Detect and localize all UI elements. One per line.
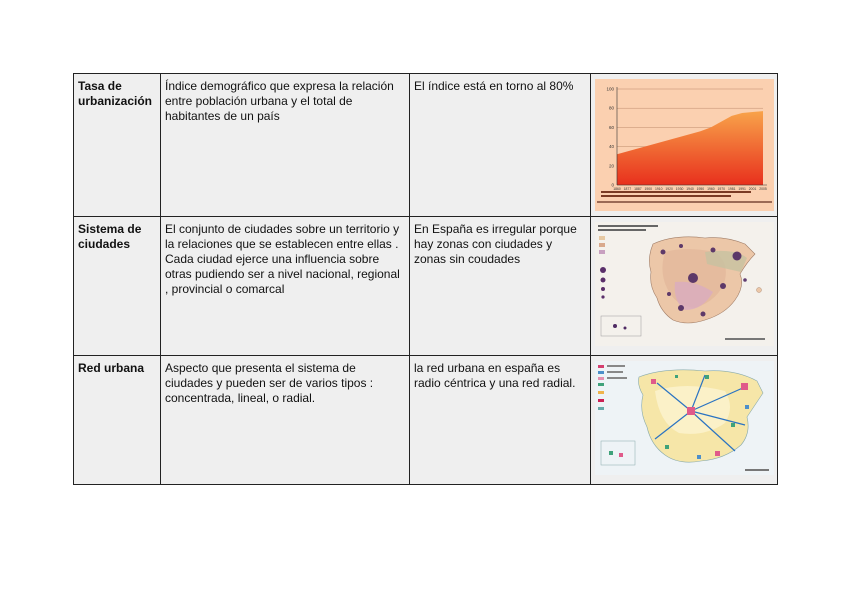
concepts-table — [73, 73, 778, 485]
y-tick-label: 20 — [608, 163, 614, 169]
x-tick-label: 1930 — [675, 187, 684, 191]
x-tick-label: 1920 — [665, 187, 673, 191]
x-tick-label: 2005 — [759, 187, 767, 191]
x-tick-label: 1960 — [707, 187, 715, 191]
x-tick-label: 1940 — [686, 187, 694, 191]
y-tick-label: 100 — [606, 86, 614, 92]
definition-cell: Índice demográfico que expresa la relación entre población urbana y el total de habitantes de un país — [161, 74, 410, 217]
x-tick-label: 1950 — [696, 187, 705, 191]
x-tick-label: 1877 — [623, 187, 632, 191]
x-tick-label: 1910 — [654, 187, 663, 191]
image-cell — [591, 356, 778, 485]
y-tick-label: 0 — [611, 182, 614, 188]
x-tick-label: 1981 — [727, 187, 736, 191]
table-row — [74, 74, 778, 217]
x-tick-label: 1887 — [634, 187, 642, 191]
caption-line — [601, 191, 751, 193]
table-row — [74, 217, 778, 356]
definition-cell: El conjunto de ciudades sobre un territorio y la relaciones que se establecen entre ellas . Cada ciudad ejerce una influencia sobre otras pudiendo ser a nivel nacional, regional , provincial o comarcal — [161, 217, 410, 356]
spain-cell: la red urbana en españa es radio céntrica y una red radial. — [410, 356, 591, 485]
x-tick-label: 2001 — [748, 187, 757, 191]
spain-urban-network-map — [595, 361, 774, 475]
y-tick-label: 40 — [608, 144, 614, 150]
table-row — [74, 356, 778, 485]
x-tick-label: 1900 — [644, 187, 653, 191]
y-tick-label: 80 — [608, 105, 614, 111]
source-line — [597, 201, 772, 203]
image-cell — [591, 217, 778, 356]
term-cell: Sistema de ciudades — [74, 217, 161, 356]
y-tick-label: 60 — [608, 124, 614, 130]
definition-cell: Aspecto que presenta el sistema de ciudades y pueden ser de varios tipos : concentrada, lineal, o radial. — [161, 356, 410, 485]
x-tick-label: 1970 — [717, 187, 726, 191]
term-cell: Tasa de urbanización — [74, 74, 161, 217]
spain-city-system-map — [595, 222, 774, 346]
spain-cell: El índice está en torno al 80% — [410, 74, 591, 217]
x-tick-label: 1860 — [613, 187, 621, 191]
urbanization-rate-chart — [595, 79, 774, 211]
x-tick-label: 1991 — [738, 187, 746, 191]
image-cell — [591, 74, 778, 217]
caption-line — [601, 195, 731, 197]
term-cell: Red urbana — [74, 356, 161, 485]
spain-cell: En España es irregular porque hay zonas con ciudades y zonas sin coudades — [410, 217, 591, 356]
